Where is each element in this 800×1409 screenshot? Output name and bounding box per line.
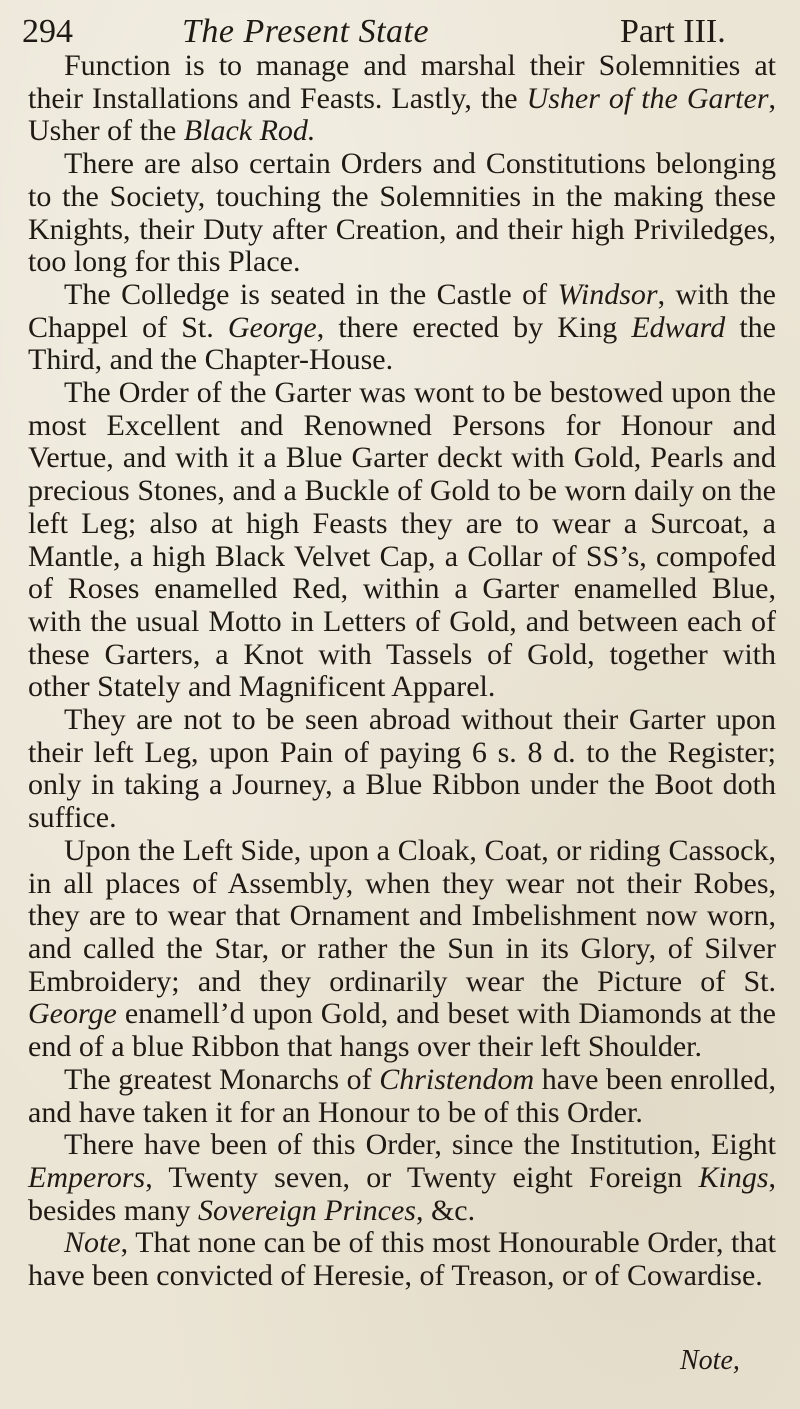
italic-text: Emperors xyxy=(28,1160,146,1194)
text-run: They are not to be seen abroad without their Garter upon their left Leg, upon Pain of paying 6 s. 8 d. to the Register; only in taking a Journey, a Blue Ribbon under the Boot doth suffice. xyxy=(28,703,776,835)
part-label: Part III. xyxy=(620,13,726,50)
catchword: Note, xyxy=(680,1345,740,1376)
text-run: , &c. xyxy=(415,1193,476,1227)
italic-text: Note xyxy=(64,1226,121,1260)
paragraph xyxy=(28,377,776,704)
text-run: Function is to manage and marshal their Solemnities at their Installations and Feasts. Lastly, the xyxy=(28,49,776,115)
italic-text: Sovereign Princes xyxy=(197,1193,416,1227)
body-text xyxy=(28,50,776,1293)
text-run: , Twenty seven, or Twenty eight Foreign xyxy=(145,1160,699,1194)
text-run: have been enrolled, and have taken it for an Honour to be of this Order. xyxy=(28,1062,776,1129)
paragraph xyxy=(28,835,776,1064)
text-run: Upon the Left Side, upon a Cloak, Coat, or riding Cassock, in all places of Assembly, when they wear not their Robes, they are to wear that Ornament and Imbelishment now worn, and called the Star, or rather the Sun in its Glory, of Silver Embroidery; and they ordinarily wear the Picture of St. xyxy=(28,833,776,998)
text-run: , with the Chappel of St. xyxy=(28,277,776,344)
italic-text: George xyxy=(28,997,117,1031)
text-run: , That none can be of this most Honourable Order, that have been convicted of Heresie, of Treason, or of Cowardise. xyxy=(28,1226,776,1293)
running-title: The Present State xyxy=(182,13,430,50)
italic-text: Windsor xyxy=(557,277,658,311)
page-number: 294 xyxy=(22,13,73,50)
text-run: There have been of this Order, since the Institution, Eight xyxy=(64,1128,776,1162)
paragraph xyxy=(28,50,776,148)
italic-text: Christendom xyxy=(379,1062,535,1096)
italic-text: Usher of the Garter xyxy=(526,81,769,115)
paragraph xyxy=(28,704,776,835)
italic-text: Edward xyxy=(631,310,726,344)
paragraph xyxy=(28,1064,776,1129)
text-run: , Usher of the xyxy=(28,81,777,148)
text-run: enamell’d upon Gold, and beset with Diamonds at the end of a blue Ribbon that hangs over their left Shoulder. xyxy=(28,997,776,1064)
italic-text: Kings xyxy=(698,1160,769,1194)
text-run: , besides many xyxy=(28,1160,776,1227)
paragraph xyxy=(28,148,776,279)
text-run: The Colledge is seated in the Castle of xyxy=(64,277,558,311)
text-run: The greatest Monarchs of xyxy=(64,1062,380,1096)
text-run: , there erected by King xyxy=(316,310,632,344)
text-run: There are also certain Orders and Constitutions belonging to the Society, touching the Solemnities in the making these Knights, their Duty after Creation, and their high Priviledges, too long for this Place. xyxy=(28,147,776,279)
paragraph xyxy=(28,279,776,377)
text-run: The Order of the Garter was wont to be bestowed upon the most Excellent and Renowned Persons for Honour and Vertue, and with it a Blue Garter deckt with Gold, Pearls and precious Stones, and a Buckle of Gold to be worn daily on the left Leg; also at high Feasts they are to wear a Surcoat, a Mantle, a high Black Velvet Cap, a Collar of SS’s, compofed of Roses enamelled Red, within a Garter enamelled Blue, with the usual Motto in Letters of Gold, and between each of these Garters, a Knot with Tassels of Gold, together with other Stately and Magnificent Apparel. xyxy=(28,376,776,704)
paragraph xyxy=(28,1129,776,1227)
text-run: the Third, and the Chapter-House. xyxy=(28,310,776,377)
paragraph xyxy=(28,1227,776,1292)
italic-text: Black Rod. xyxy=(183,114,316,148)
italic-text: George xyxy=(227,310,317,344)
